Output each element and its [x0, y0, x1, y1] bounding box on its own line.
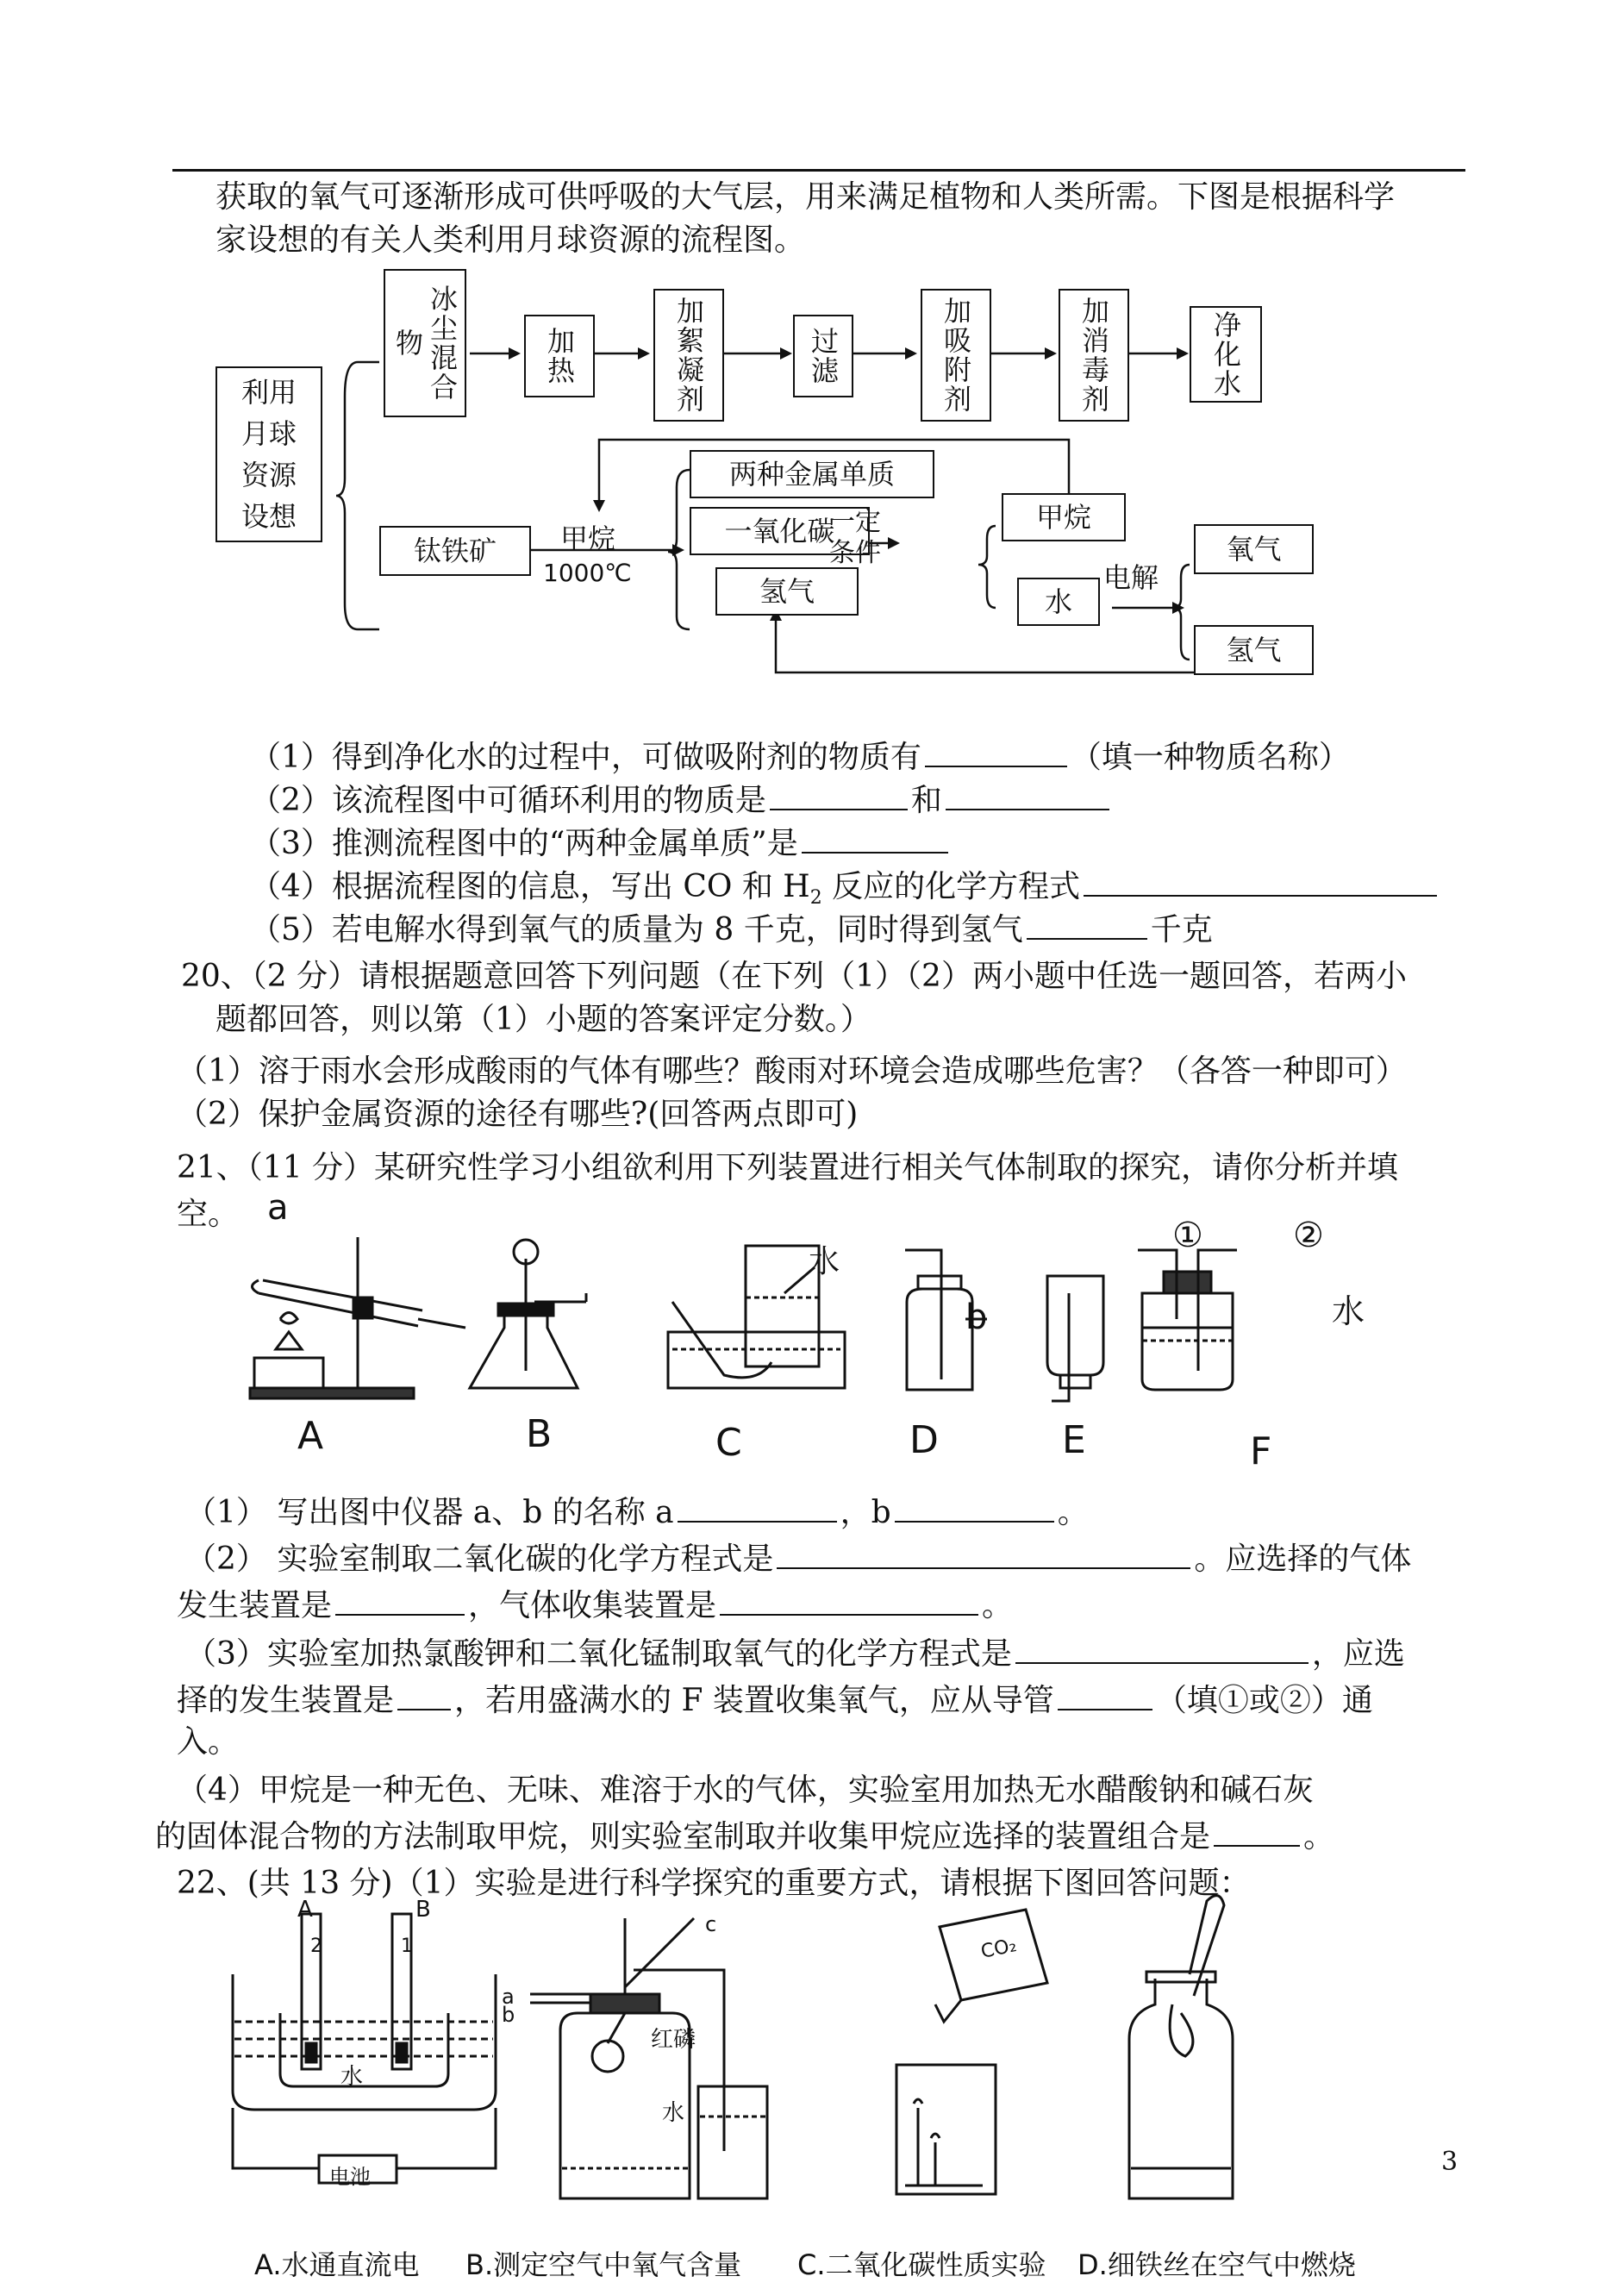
q21-s2-blank-col[interactable] [720, 1583, 978, 1616]
q19-1-tail: （填一种物质名称） [1070, 740, 1350, 775]
apparatus-b [470, 1240, 586, 1388]
q19-2-blank-1[interactable] [770, 778, 908, 810]
q19-1-blank[interactable] [925, 735, 1067, 767]
q21-s3-c: 择的发生装置是 [177, 1683, 395, 1718]
q21-s4-end: 。 [1303, 1819, 1335, 1854]
apparatus-a [250, 1237, 465, 1398]
flow-box-ice-dust: 冰尘混合物 [384, 269, 466, 417]
q19-2-text: （2）该流程图中可循环利用的物质是 [250, 783, 766, 818]
label-port-2: ② [1293, 1216, 1324, 1255]
flow-methane-label: 甲烷 [560, 522, 616, 555]
q21-s3-cont [177, 1678, 1373, 1723]
q19-2 [250, 778, 1113, 822]
q19-3-blank[interactable] [802, 821, 948, 854]
flow-box-adsorbent: 加吸附剂 [921, 289, 991, 422]
q21-s3-e: （填①或②）通 [1155, 1683, 1373, 1718]
q22-battery: 电池 [329, 2165, 371, 2189]
q21-s3-text: （3）实验室加热氯酸钾和二氧化锰制取氧气的化学方程式是 [185, 1636, 1012, 1672]
apparatus-label-f: F [1250, 1429, 1272, 1473]
q21-s4-line-1: （4）甲烷是一种无色、无味、难溶于水的气体，实验室用加热无水醋酸钠和碱石灰 [177, 1773, 1314, 1808]
apparatus-label-c: C [715, 1421, 742, 1465]
q19-1-text: （1）得到净化水的过程中，可做吸附剂的物质有 [250, 740, 921, 775]
q22-caption-a: A.水通直流电 [254, 2248, 420, 2281]
q21-s4-line-2 [155, 1814, 1334, 1859]
q19-2-blank-2[interactable] [946, 778, 1109, 810]
flow-left-line-3: 资源 [240, 459, 297, 491]
q22-caption-c: C.二氧化碳性质实验 [797, 2248, 1046, 2281]
q22-water-a: 水 [340, 2064, 364, 2090]
q22-water-b: 水 [662, 2100, 685, 2126]
flow-box-hydrogen: 氢气 [1194, 625, 1314, 675]
label-water-f: 水 [1332, 1292, 1365, 1330]
q21-line-2: 空。 [177, 1197, 240, 1232]
q21-s2-e: 。 [982, 1588, 1014, 1623]
flow-box-flocculant: 加絮凝剂 [653, 289, 724, 422]
q19-5-tail: 千克 [1150, 912, 1213, 947]
q21-s2-tail: 。应选择的气体 [1194, 1541, 1412, 1577]
q21-s2-d: ，气体收集装置是 [468, 1588, 717, 1623]
q19-4-text: （4）根据流程图的信息，写出 CO 和 H [250, 869, 810, 904]
q21-s2 [185, 1536, 1411, 1581]
q19-1 [250, 735, 1350, 779]
flow-box-h2-product: 氢气 [715, 567, 859, 616]
flow-left-line-2: 月球 [240, 417, 297, 450]
flow-box-filter: 过滤 [793, 315, 853, 397]
flow-box-water: 水 [1017, 578, 1100, 626]
q22-line-1: 22、(共 13 分)（1）实验是进行科学探究的重要方式，请根据下图回答问题： [177, 1866, 1251, 1901]
q22-co2: CO₂ [978, 1934, 1019, 1964]
intro-line-1: 获取的氧气可逐渐形成可供呼吸的大气层，用来满足植物和人类所需。下图是根据科学 [215, 179, 1396, 215]
flow-left-line-1: 利用 [240, 376, 297, 409]
flowchart [207, 267, 1327, 681]
flow-box-co: 一氧化碳 [690, 507, 870, 555]
q19-4-tail: 反应的化学方程式 [821, 869, 1081, 904]
q22-tube-1: 1 [401, 1935, 413, 1957]
flow-box-disinfectant: 加消毒剂 [1059, 289, 1129, 422]
q19-4-blank[interactable] [1084, 864, 1437, 897]
q21-s3-b: ，应选 [1311, 1636, 1405, 1672]
flow-left-line-4: 设想 [240, 500, 297, 533]
flow-condition [821, 507, 890, 569]
apparatus-e [1047, 1276, 1103, 1401]
label-port-1: ① [1172, 1216, 1203, 1255]
q19-5 [250, 907, 1213, 952]
q21-s2-blank-eq[interactable] [777, 1536, 1190, 1569]
q20-line-1: 20、（2 分）请根据题意回答下列问题（在下列（1）（2）两小题中任选一题回答，若两小 [181, 959, 1407, 994]
q21-s3-d: ，若用盛满水的 F 装置收集氧气，应从导管 [454, 1683, 1054, 1718]
label-water-c: 水 [809, 1244, 840, 1279]
q20-line-4: （2）保护金属资源的途径有哪些?(回答两点即可) [177, 1097, 859, 1132]
q21-s1-blank-b[interactable] [895, 1490, 1054, 1523]
q21-s2-text: （2） 实验室制取二氧化碳的化学方程式是 [185, 1541, 774, 1577]
q21-s2-blank-gen[interactable] [335, 1583, 465, 1616]
label-a: a [267, 1188, 289, 1228]
flow-box-heat: 加热 [524, 315, 595, 397]
q21-line-1: 21、（11 分）某研究性学习小组欲利用下列装置进行相关气体制取的探究，请你分析并填 [177, 1150, 1399, 1185]
q21-s2-cont [177, 1583, 1013, 1628]
apparatus-label-e: E [1062, 1418, 1086, 1462]
q22-tube-2: 2 [310, 1935, 322, 1957]
q22-caption-b: B.测定空气中氧气含量 [465, 2248, 742, 2281]
intro-line-2: 家设想的有关人类利用月球资源的流程图。 [215, 222, 806, 258]
q21-s1-b: ，b [840, 1495, 891, 1530]
q20-line-2: 题都回答，则以第（1）小题的答案评定分数。） [215, 1002, 871, 1037]
q21-s4-text: 的固体混合物的方法制取甲烷，则实验室制取并收集甲烷应选择的装置组合是 [155, 1819, 1211, 1854]
q21-s1-blank-a[interactable] [678, 1490, 837, 1523]
q21-s2-c: 发生装置是 [177, 1588, 333, 1623]
experiment-c [896, 1910, 1047, 2194]
q21-s1-text: （1） 写出图中仪器 a、b 的名称 a [185, 1495, 674, 1530]
q19-3-text: （3）推测流程图中的“两种金属单质”是 [250, 826, 798, 861]
flow-condition-text: 一定条件 [829, 507, 881, 568]
experiment-d [1129, 1896, 1233, 2198]
q21-s1-end: 。 [1057, 1495, 1089, 1530]
q21-s3-blank-gen[interactable] [397, 1678, 451, 1710]
q19-2-and: 和 [910, 783, 942, 818]
flow-electrolysis: 电解 [1103, 561, 1159, 594]
q21-s3-blank-eq[interactable] [1015, 1631, 1309, 1664]
flow-left-box [215, 366, 322, 542]
q22-label-B: B [415, 1897, 431, 1923]
q19-5-blank[interactable] [1027, 907, 1147, 940]
q20-line-3: （1）溶于雨水会形成酸雨的气体有哪些？酸雨对环境会造成哪些危害？（各答一种即可） [177, 1054, 1407, 1089]
q21-s4-blank[interactable] [1214, 1814, 1300, 1847]
q19-5-text: （5）若电解水得到氧气的质量为 8 千克，同时得到氢气 [250, 912, 1023, 947]
q22-c-label: c [705, 1912, 717, 1936]
experiment-b [530, 1918, 767, 2198]
apparatus-f [1138, 1250, 1237, 1390]
page-number: 3 [1441, 2147, 1458, 2177]
flow-box-oxygen: 氧气 [1194, 524, 1314, 574]
q22-b-label: b [502, 2003, 515, 2027]
q19-4-sub: 2 [809, 887, 822, 910]
label-b: b [965, 1298, 988, 1337]
q22-caption-d: D.细铁丝在空气中燃烧 [1077, 2248, 1356, 2281]
flow-box-methane-out: 甲烷 [1002, 493, 1126, 541]
q21-s3-blank-port[interactable] [1058, 1678, 1152, 1710]
flow-box-pure-water: 净化水 [1190, 306, 1262, 403]
q22-label-A: A [297, 1897, 313, 1923]
q22-red-p: 红磷 [651, 2027, 696, 2053]
apparatus-label-a: A [297, 1414, 324, 1458]
flow-temp-label: 1000℃ [543, 559, 632, 587]
q19-3 [250, 821, 952, 866]
header-rule [172, 169, 1465, 172]
q22-a-label: a [502, 1985, 515, 2009]
q21-s3 [185, 1631, 1405, 1676]
flow-box-two-metals: 两种金属单质 [690, 450, 934, 498]
apparatus-label-d: D [909, 1418, 939, 1462]
q21-s3-f: 入。 [177, 1724, 240, 1760]
q21-s1 [185, 1490, 1089, 1535]
experiment-a [233, 1914, 496, 2183]
apparatus-label-b: B [526, 1412, 553, 1456]
flow-box-ilmenite: 钛铁矿 [379, 526, 531, 576]
